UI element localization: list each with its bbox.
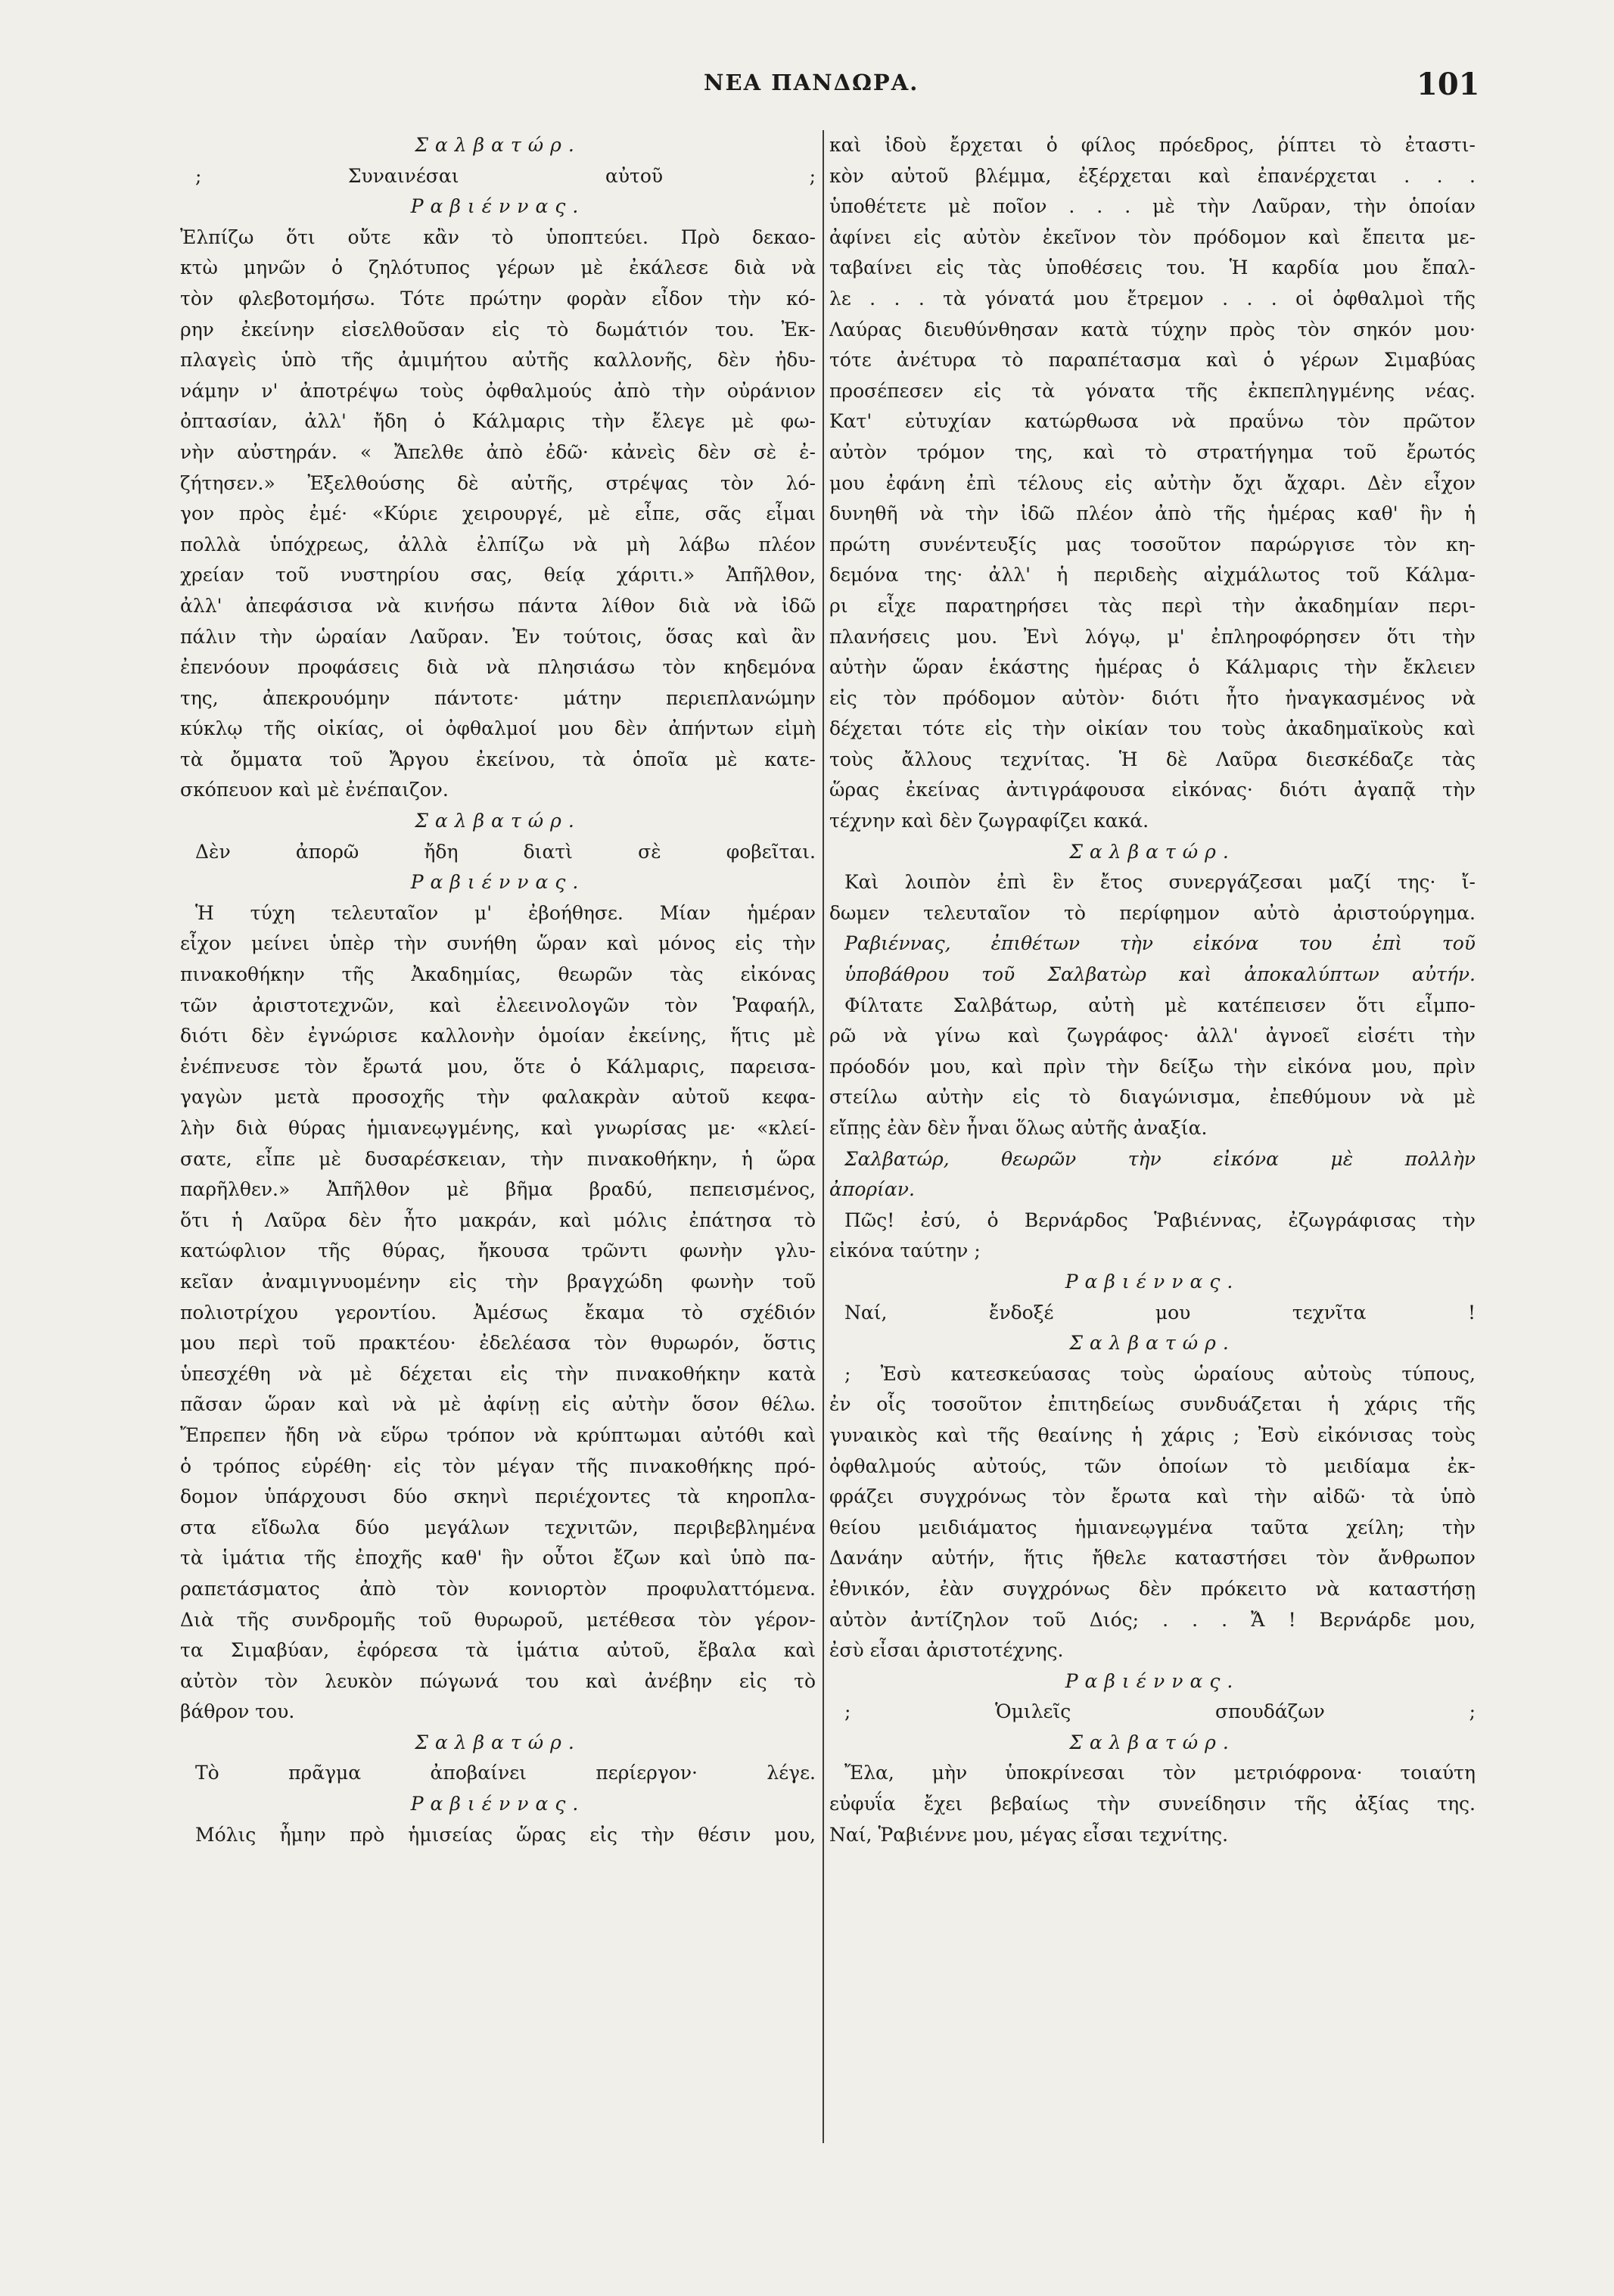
text-line: αὐτὸν τὸν λευκὸν πώγωνά του καὶ ἀνέβην εἰς τὸ <box>180 1669 816 1692</box>
text-line: νὴν αὐστηράν. « Ἄπελθε ἀπὸ ἐδῶ· κἀνεὶς δὲν σὲ ἐ- <box>180 440 816 463</box>
text-line: ἐσὺ εἶσαι ἀριστοτέχνης. <box>829 1639 1064 1662</box>
text-line: κὸν αὐτοῦ βλέμμα, ἐξέρχεται καὶ ἐπανέρχεται . . . <box>829 164 1476 187</box>
paragraph-start-line: Ναί, ἔνδοξέ μου τεχνῖτα ! <box>844 1301 1476 1324</box>
speaker-name: Ραβιέννας. <box>1065 1270 1240 1293</box>
text-line: ἐθνικόν, ἐὰν συγχρόνως δὲν πρόκειτο νὰ καταστήσῃ <box>829 1577 1476 1600</box>
speaker-name: Σαλβατώρ. <box>1069 840 1236 863</box>
text-line: μου περὶ τοῦ πρακτέου· ἐδελέασα τὸν θυρωρόν, ὅστις <box>180 1332 816 1355</box>
text-line: πλανήσεις μου. Ἐνὶ λόγῳ, μ' ἐπληροφόρησεν ὅτι τὴν <box>829 625 1476 648</box>
text-line: ἐνέπνευσε τὸν ἔρωτά μου, ὅτε ὁ Κάλμαρις, παρεισα- <box>180 1055 816 1078</box>
text-line: τῶν ἀριστοτεχνῶν, καὶ ἐλεεινολογῶν τὸν Ῥαφαήλ, <box>180 994 816 1016</box>
text-line: ὁ τρόπος εὑρέθη· εἰς τὸν μέγαν τῆς πινακοθήκης πρό- <box>180 1454 816 1477</box>
column-divider <box>823 130 824 2143</box>
text-line: προσέπεσεν εἰς τὰ γόνατα τῆς ἐκπεπληγμένης νέας. <box>829 379 1476 402</box>
text-line: ἐπενόουν προφάσεις διὰ νὰ πλησιάσω τὸν κηδεμόνα <box>180 656 816 679</box>
text-line: παρῆλθεν.» Ἀπῆλθον μὲ βῆμα βραδύ, πεπεισμένος, <box>180 1178 816 1201</box>
text-line: δεμόνα της· ἀλλ' ἡ περιδεὴς αἰχμάλωτος τοῦ Κάλμα- <box>829 564 1476 586</box>
paragraph-start-line: Μόλις ἦμην πρὸ ἡμισείας ὥρας εἰς τὴν θέσιν μου, <box>195 1823 816 1846</box>
text-line: τὰ ὄμματα τοῦ Ἄργου ἐκείνου, τὰ ὁποῖα μὲ κατε- <box>180 748 816 770</box>
text-line: διότι δὲν ἐγνώρισε καλλονὴν ὁμοίαν ἐκείνης, ἥτις μὲ <box>180 1025 816 1047</box>
stage-direction-line: ὑποβάθρου τοῦ Σαλβατὼρ καὶ ἀποκαλύπτων αὐτήν. <box>844 963 1476 986</box>
text-line: Λαύρας διευθύνθησαν κατὰ τύχην πρὸς τὸν σηκόν μου· <box>829 318 1476 341</box>
text-line: σατε, εἶπε μὲ δυσαρέσκειαν, τὴν πινακοθήκην, ἡ ὥρα <box>180 1147 816 1170</box>
text-line: φράζει συγχρόνως τὸν ἔρωτα καὶ τὴν αἰδῶ· τὰ ὑπὸ <box>829 1486 1476 1508</box>
text-line: πάλιν τὴν ὡραίαν Λαῦραν. Ἐν τούτοις, ὅσας καὶ ἂν <box>180 625 816 648</box>
text-line: Διὰ τῆς συνδρομῆς τοῦ θυρωροῦ, μετέθεσα τὸν γέρον- <box>180 1608 816 1631</box>
text-line: λὴν διὰ θύρας ἡμιανεῳγμένης, καὶ γνωρίσας με· «κλεί- <box>180 1117 816 1139</box>
text-line: τοὺς ἄλλους τεχνίτας. Ἡ δὲ Λαῦρα διεσκέδαζε τὰς <box>829 748 1476 770</box>
text-line: εἰς τὸν πρόδομον αὐτὸν· διότι ἦτο ἠναγκασμένος νὰ <box>829 686 1476 709</box>
paragraph-start-line: Ἡ τύχη τελευταῖον μ' ἐβοήθησε. Μίαν ἡμέραν <box>195 901 816 924</box>
text-line: γον πρὸς ἐμέ· «Κύριε χειρουργέ, μὲ εἶπε, σᾶς εἶμαι <box>180 502 816 525</box>
text-line: τέχνην καὶ δὲν ζωγραφίζει κακά. <box>829 810 1149 832</box>
speaker-name: Σαλβατώρ. <box>415 1731 581 1753</box>
text-line: εἰκόνα ταύτην ; <box>829 1240 981 1262</box>
text-line: ὑποθέτετε μὲ ποῖον . . . μὲ τὴν Λαῦραν, τὴν ὁποίαν <box>829 195 1476 218</box>
text-line: ρῶ νὰ γίνω καὶ ζωγράφος· ἀλλ' ἀγνοεῖ εἰσέτι τὴν <box>829 1025 1476 1047</box>
paragraph-start-line: Φίλτατε Σαλβάτωρ, αὐτὴ μὲ κατέπεισεν ὅτι εἶμπο- <box>844 994 1476 1016</box>
text-line: ζήτησεν.» Ἐξελθούσης δὲ αὐτῆς, στρέψας τὸν λό- <box>180 471 816 494</box>
text-line: κατώφλιον τῆς θύρας, ἤκουσα τρῶντι φωνὴν γλυ- <box>180 1240 816 1262</box>
speaker-name: Σαλβατώρ. <box>1069 1332 1236 1355</box>
text-line: Ἐλπίζω ὅτι οὔτε κἂν τὸ ὑποπτεύει. Πρὸ δεκαο- <box>180 226 816 248</box>
text-line: αὐτὸν τρόμον της, καὶ τὸ στρατήγημα τοῦ ἔρωτός <box>829 440 1476 463</box>
paragraph-start-line: Ἔλα, μὴν ὑποκρίνεσαι τὸν μετριόφρονα· τοιαύτη <box>844 1762 1476 1784</box>
text-line: τὸν φλεβοτομήσω. Τότε πρώτην φορὰν εἶδον τὴν κό- <box>180 287 816 310</box>
text-line: ρι εἶχε παρατηρήσει τὰς περὶ τὴν ἀκαδημίαν περι- <box>829 594 1476 617</box>
text-line: αὐτὸν ἀντίζηλον τοῦ Διός; . . . Ἄ ! Βερνάρδε μου, <box>829 1608 1476 1631</box>
text-line: ὥρας ἐκείνας ἀντιγράφουσα εἰκόνας· διότι ἀγαπᾷ τὴν <box>829 779 1476 801</box>
paragraph-start-line: ; Συναινέσαι αὐτοῦ ; <box>195 164 816 187</box>
text-line: ἀλλ' ἀπεφάσισα νὰ κινήσω πάντα λίθον διὰ νὰ ἰδῶ <box>180 594 816 617</box>
text-line: μου ἐφάνη ἐπὶ τέλους εἰς αὐτὴν ὄχι ἄχαρι. Δὲν εἶχον <box>829 471 1476 494</box>
text-line: Ἔπρεπεν ἤδη νὰ εὕρω τρόπον νὰ κρύπτωμαι αὐτόθι καὶ <box>180 1423 816 1446</box>
text-line: ραπετάσματος ἀπὸ τὸν κονιορτὸν προφυλαττόμενα. <box>180 1577 816 1600</box>
text-line: τὰ ἱμάτια τῆς ἐποχῆς καθ' ἣν οὗτοι ἔζων καὶ ὑπὸ πα- <box>180 1547 816 1570</box>
text-line: ὅτι ἡ Λαῦρα δὲν ἦτο μακράν, καὶ μόλις ἐπάτησα τὸ <box>180 1209 816 1231</box>
paragraph-start-line: ; Ὁμιλεῖς σπουδάζων ; <box>844 1700 1476 1723</box>
speaker-name: Ραβιέννας. <box>410 195 586 218</box>
text-line: πᾶσαν ὥραν καὶ νὰ μὲ ἀφίνῃ εἰς αὐτὴν ὅσον θέλω. <box>180 1393 816 1416</box>
paragraph-start-line: Πῶς! ἐσύ, ὁ Βερνάρδος Ῥαβιέννας, ἐζωγράφισας τὴν <box>844 1209 1476 1231</box>
paragraph-start-line: ; Ἐσὺ κατεσκεύασας τοὺς ὡραίους αὐτοὺς τύπους, <box>844 1362 1476 1385</box>
text-line: βάθρον του. <box>180 1700 295 1723</box>
text-line: της, ἀπεκρουόμην πάντοτε· μάτην περιεπλανώμην <box>180 686 816 709</box>
text-line: δωμεν τελευταῖον τὸ περίφημον αὐτὸ ἀριστούργημα. <box>829 901 1476 924</box>
text-line: ὀπτασίαν, ἀλλ' ἤδη ὁ Κάλμαρις τὴν ἔλεγε μὲ φω- <box>180 410 816 433</box>
text-line: στείλω αὐτὴν εἰς τὸ διαγώνισμα, ἐπεθύμουν νὰ μὲ <box>829 1086 1476 1109</box>
speaker-name: Ραβιέννας. <box>410 871 586 894</box>
speaker-name: Σαλβατώρ. <box>415 810 581 832</box>
speaker-name: Σαλβατώρ. <box>415 134 581 156</box>
text-line: θείου μειδιάματος ἡμιανεῳγμένα ταῦτα χείλη; τὴν <box>829 1516 1476 1538</box>
text-line: ρην ἐκείνην εἰσελθοῦσαν εἰς τὸ δωμάτιόν του. Ἐκ- <box>180 318 816 341</box>
text-line: δομον ὑπάρχουσι δύο σκηνὶ περιέχοντες τὰ κηροπλα- <box>180 1486 816 1508</box>
right-column <box>829 130 1476 1850</box>
text-line: κεῖαν ἀναμιγνυομένην εἰς τὴν βραγχώδη φωνὴν τοῦ <box>180 1270 816 1293</box>
text-line: λε . . . τὰ γόνατά μου ἔτρεμον . . . οἱ ὀφθαλμοὶ τῆς <box>829 287 1476 310</box>
text-line: χρείαν τοῦ νυστηρίου σας, θείᾳ χάριτι.» Ἀπῆλθον, <box>180 564 816 586</box>
text-line: Δανάην αὐτήν, ἥτις ἤθελε καταστήσει τὸν ἄνθρωπον <box>829 1547 1476 1570</box>
text-line: γυναικὸς καὶ τῆς θεαίνης ἡ χάρις ; Ἐσὺ εἰκόνισας τοὺς <box>829 1423 1476 1446</box>
text-line: δέχεται τότε εἰς τὴν οἰκίαν του τοὺς ἀκαδημαϊκοὺς καὶ <box>829 717 1476 740</box>
text-line: καὶ ἰδοὺ ἔρχεται ὁ φίλος πρόεδρος, ῥίπτει τὸ ἐταστι- <box>829 134 1476 156</box>
text-line: ἀφίνει εἰς αὐτὸν ἐκεῖνον τὸν πρόδομον καὶ ἔπειτα με- <box>829 226 1476 248</box>
text-line: σκόπευον καὶ μὲ ἐνέπαιζον. <box>180 779 449 801</box>
running-header <box>0 67 1614 112</box>
text-line: τα Σιμαβύαν, ἐφόρεσα τὰ ἱμάτια αὐτοῦ, ἔβαλα καὶ <box>180 1639 816 1662</box>
text-line: ὑπεσχέθη νὰ μὲ δέχεται εἰς τὴν πινακοθήκην κατὰ <box>180 1362 816 1385</box>
page-number: 101 <box>1417 67 1480 102</box>
speaker-name: Ραβιέννας. <box>410 1793 586 1815</box>
speaker-name: Σαλβατώρ. <box>1069 1731 1236 1753</box>
stage-direction-line: ἀπορίαν. <box>829 1178 915 1201</box>
text-line: πρώτη συνέντευξίς μας τοσοῦτον παρώργισε τὸν κη- <box>829 533 1476 555</box>
text-line: πολιοτρίχου γεροντίου. Ἀμέσως ἔκαμα τὸ σχέδιόν <box>180 1301 816 1324</box>
text-line: πλαγεὶς ὑπὸ τῆς ἀμιμήτου αὐτῆς καλλονῆς, δὲν ἠδυ- <box>180 349 816 372</box>
stage-direction-line: Σαλβατώρ, θεωρῶν τὴν εἰκόνα μὲ πολλὴν <box>844 1147 1476 1170</box>
text-line: γαγὼν μετὰ προσοχῆς τὴν φαλακρὰν αὐτοῦ κεφα- <box>180 1086 816 1109</box>
stage-direction-line: Ραβιέννας, ἐπιθέτων τὴν εἰκόνα του ἐπὶ τοῦ <box>844 932 1476 955</box>
text-line: αὐτὴν ὥραν ἑκάστης ἡμέρας ὁ Κάλμαρις τὴν ἔκλειεν <box>829 656 1476 679</box>
text-line: ταβαίνει εἰς τὰς ὑποθέσεις του. Ἡ καρδία μου ἔπαλ- <box>829 257 1476 279</box>
text-line: στα εἴδωλα δύο μεγάλων τεχνιτῶν, περιβεβλημένα <box>180 1516 816 1538</box>
paragraph-start-line: Καὶ λοιπὸν ἐπὶ ἓν ἔτος συνεργάζεσαι μαζί της· ἴ- <box>844 871 1476 894</box>
paragraph-start-line: Δὲν ἀπορῶ ἤδη διατὶ σὲ φοβεῖται. <box>195 840 816 863</box>
paragraph-start-line: Τὸ πρᾶγμα ἀποβαίνει περίεργον· λέγε. <box>195 1762 816 1784</box>
text-line: κύκλῳ τῆς οἰκίας, οἱ ὀφθαλμοί μου δὲν ἀπήντων εἰμὴ <box>180 717 816 740</box>
text-line: ἐν οἷς τοσοῦτον ἐπιτηδείως συνδυάζεται ἡ χάρις τῆς <box>829 1393 1476 1416</box>
text-line: νάμην ν' ἀποτρέψω τοὺς ὀφθαλμούς ἀπὸ τὴν οὐράνιον <box>180 379 816 402</box>
text-line: δυνηθῆ νὰ τὴν ἰδῶ πλέον ἀπὸ τῆς ἡμέρας καθ' ἣν ἡ <box>829 502 1476 525</box>
speaker-name: Ραβιέννας. <box>1065 1669 1240 1692</box>
journal-title: ΝΕΑ ΠΑΝΔΩΡΑ. <box>704 70 919 95</box>
left-column <box>180 130 816 1850</box>
text-line: κτὼ μηνῶν ὁ ζηλότυπος γέρων μὲ ἐκάλεσε διὰ νὰ <box>180 257 816 279</box>
text-line: πολλὰ ὑπόχρεως, ἀλλὰ ἐλπίζω νὰ μὴ λάβω πλέον <box>180 533 816 555</box>
text-line: ὀφθαλμούς αὐτούς, τῶν ὁποίων τὸ μειδίαμα ἐκ- <box>829 1454 1476 1477</box>
text-line: πρόοδόν μου, καὶ πρὶν τὴν δείξω τὴν εἰκόνα μου, πρὶν <box>829 1055 1476 1078</box>
text-line: εἴπῃς ἐὰν δὲν ἦναι ὅλως αὐτῆς ἀναξία. <box>829 1117 1208 1139</box>
text-line: εἶχον μείνει ὑπὲρ τὴν συνήθη ὥραν καὶ μόνος εἰς τὴν <box>180 932 816 955</box>
text-line: Ναί, Ῥαβιέννε μου, μέγας εἶσαι τεχνίτης. <box>829 1823 1229 1846</box>
text-line: εὐφυΐα ἔχει βεβαίως τὴν συνείδησιν τῆς ἀξίας της. <box>829 1793 1476 1815</box>
text-line: πινακοθήκην τῆς Ἀκαδημίας, θεωρῶν τὰς εἰκόνας <box>180 963 816 986</box>
text-line: τότε ἀνέτυρα τὸ παραπέτασμα καὶ ὁ γέρων Σιμαβύας <box>829 349 1476 372</box>
text-line: Κατ' εὐτυχίαν κατώρθωσα νὰ πραΰνω τὸν πρῶτον <box>829 410 1476 433</box>
